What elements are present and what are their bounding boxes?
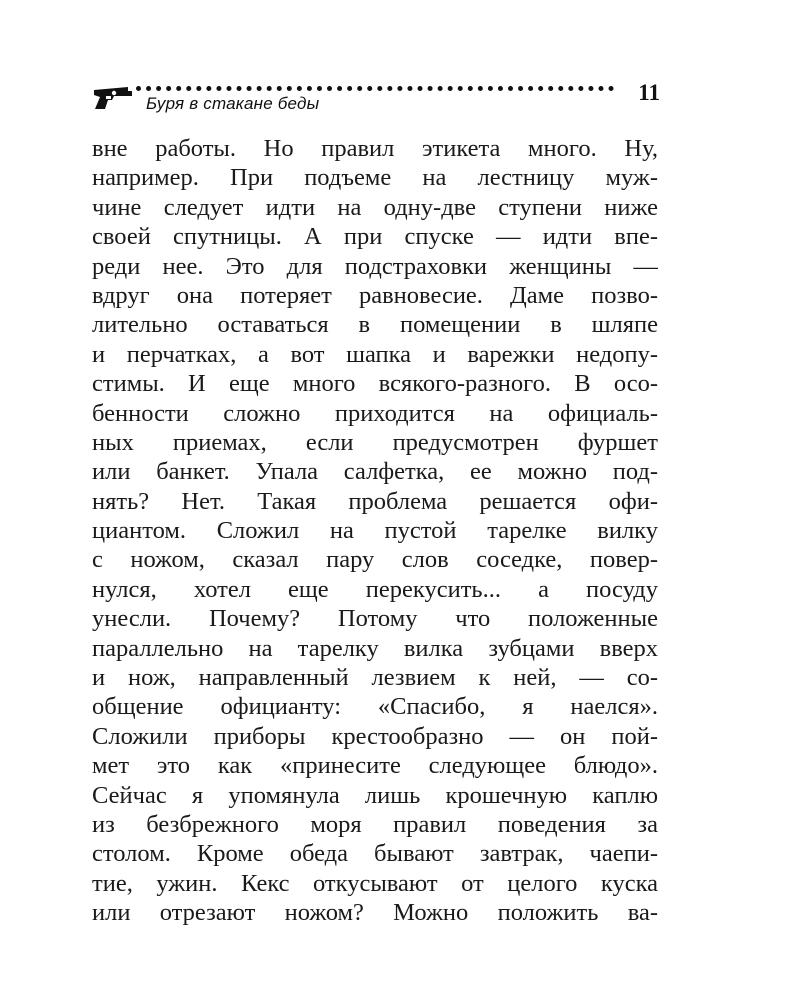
text-line: и перчатках, а вот шапка и варежки недопу- — [92, 340, 658, 368]
text-line: реди нее. Это для подстраховки женщины — — [92, 252, 658, 280]
text-line: чине следует идти на одну-две ступени ниже — [92, 193, 658, 221]
text-line: унесли. Почему? Потому что положенные — [92, 605, 658, 633]
text-line: или отрезают ножом? Можно положить ва- — [92, 899, 658, 927]
text-line: стимы. И еще много всякого-разного. В осо- — [92, 370, 658, 398]
text-line: столом. Кроме обеда бывают завтрак, чаепи- — [92, 840, 658, 868]
text-line: параллельно на тарелку вилка зубцами вверх — [92, 634, 658, 662]
text-line: лительно оставаться в помещении в шляпе — [92, 311, 658, 339]
text-line: например. При подъеме на лестницу муж- — [92, 164, 658, 192]
text-line: из безбрежного моря правил поведения за — [92, 810, 658, 838]
text-line: с ножом, сказал пару слов соседке, повер- — [92, 546, 658, 574]
revolver-icon — [92, 82, 136, 112]
text-line: нять? Нет. Такая проблема решается офи- — [92, 487, 658, 515]
body-text — [92, 134, 658, 928]
text-line: или банкет. Упала салфетка, ее можно под- — [92, 458, 658, 486]
text-line: вдруг она потеряет равновесие. Даме позво- — [92, 281, 658, 309]
text-line: Сейчас я упомянула лишь крошечную каплю — [92, 781, 658, 809]
running-head-title: Буря в стакане беды — [146, 94, 320, 113]
page-number: 11 — [638, 80, 660, 105]
text-line: тие, ужин. Кекс откусывают от целого куска — [92, 869, 658, 897]
text-line: мет это как «принесите следующее блюдо». — [92, 752, 658, 780]
text-line: общение официанту: «Спасибо, я наелся». — [92, 693, 658, 721]
text-line: и нож, направленный лезвием к ней, — со- — [92, 664, 658, 692]
text-line: своей спутницы. А при спуске — идти впе- — [92, 223, 658, 251]
text-line: ных приемах, если предусмотрен фуршет — [92, 428, 658, 456]
text-line: Сложили приборы крестообразно — он пой- — [92, 722, 658, 750]
dot-leader — [136, 86, 614, 91]
running-head — [92, 72, 660, 114]
text-line: циантом. Сложил на пустой тарелке вилку — [92, 517, 658, 545]
text-line: бенности сложно приходится на официаль- — [92, 399, 658, 427]
text-line: нулся, хотел еще перекусить... а посуду — [92, 575, 658, 603]
text-line: вне работы. Но правил этикета много. Ну, — [92, 135, 658, 162]
